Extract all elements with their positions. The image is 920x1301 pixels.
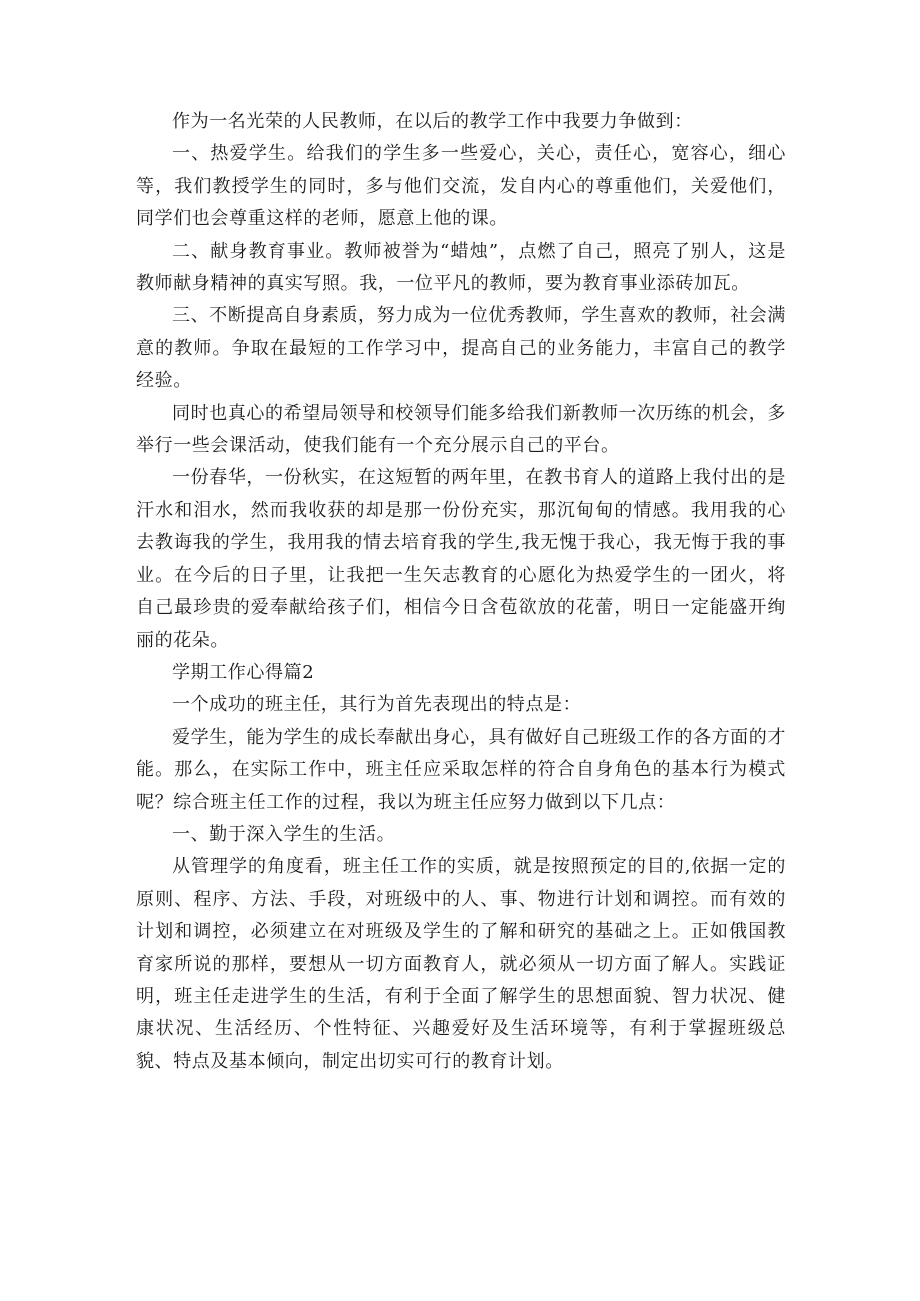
- paragraph-self-improvement: 三、不断提高自身素质，努力成为一位优秀教师，学生喜欢的教师，社会满意的教师。争取在最短的工作学习中，提高自己的业务能力，丰富自己的教学经验。: [136, 305, 786, 392]
- paragraph-point-one: 一、勤于深入学生的生活。: [172, 823, 396, 845]
- paragraph-dedication: 二、献身教育事业。教师被誉为“蜡烛”，点燃了自己，照亮了别人，这是教师献身精神的真实写照。我，一位平凡的教师，要为教育事业添砖加瓦。: [136, 240, 786, 295]
- paragraph-successful-teacher: 一个成功的班主任，其行为首先表现出的特点是：: [172, 694, 582, 716]
- paragraph-love-students: 一、热爱学生。给我们的学生多一些爱心，关心，责任心，宽容心，细心等，我们教授学生的同时，多与他们交流，发自内心的尊重他们，关爱他们，同学们也会尊重这样的老师，愿意上他的课。: [136, 143, 786, 230]
- paragraph-hope: 同时也真心的希望局领导和校领导们能多给我们新教师一次历练的机会，多举行一些会课活动，使我们能有一个充分展示自己的平台。: [136, 402, 786, 457]
- document-page: [136, 106, 786, 1078]
- section-title: 学期工作心得篇2: [172, 661, 315, 683]
- paragraph-intro: 作为一名光荣的人民教师，在以后的教学工作中我要力争做到：: [172, 111, 693, 132]
- paragraph-love-and-ability: 爱学生，能为学生的成长奉献出身心，具有做好自己班级工作的各方面的才能。那么，在实际工作中，班主任应采取怎样的符合自身角色的基本行为模式呢？综合班主任工作的过程，我以为班主任应努力做到以下几点：: [136, 726, 786, 813]
- paragraph-management: 从管理学的角度看，班主任工作的实质，就是按照预定的目的,依据一定的原则、程序、方法、手段，对班级中的人、事、物进行计划和调控。而有效的计划和调控，必须建立在对班级及学生的了解和研究的基础之上。正如俄国教育家所说的那样，要想从一切方面教育人，就必须从一切方面了解人。实践证明，班主任走进学生的生活，有利于全面了解学生的思想面貌、智力状况、健康状况、生活经历、个性特征、兴趣爱好及生活环境等，有利于掌握班级总貌、特点及基本倾向，制定出切实可行的教育计划。: [136, 856, 786, 1072]
- paragraph-reflection: 一份春华，一份秋实，在这短暂的两年里，在教书育人的道路上我付出的是汗水和泪水，然而我收获的却是那一份份充实，那沉甸甸的情感。我用我的心去教诲我的学生，我用我的情去培育我的学生,我无愧于我心，我无悔于我的事业。在今后的日子里，让我把一生矢志教育的心愿化为热爱学生的一团火，将自己最珍贵的爱奉献给孩子们，相信今日含苞欲放的花蕾，明日一定能盛开绚丽的花朵。: [136, 467, 786, 651]
